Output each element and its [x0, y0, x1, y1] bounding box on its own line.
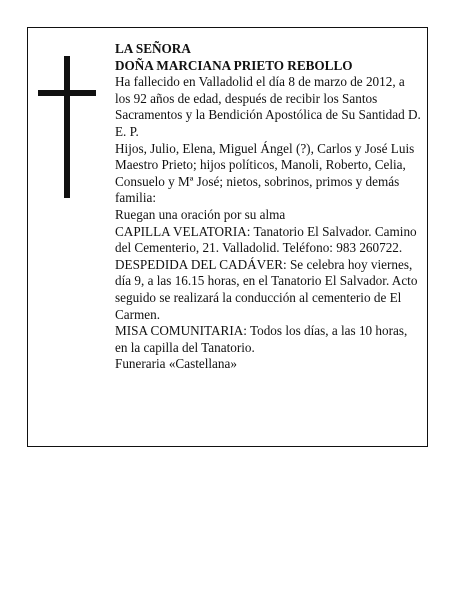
cross-vertical-bar: [64, 56, 70, 198]
death-announcement: Ha fallecido en Valladolid el día 8 de marzo de 2012, a los 92 años de edad, después de recibir los Santos Sacramentos y la Bendición Apostólica de Su Santidad D. E. P.: [115, 74, 421, 139]
farewell-info: DESPEDIDA DEL CADÁVER: Se celebra hoy viernes, día 9, a las 16.15 horas, en el Tanatorio El Salvador. Acto seguido se realizará la conducción al cementerio de El Carmen.: [115, 256, 418, 322]
chapel-info: CAPILLA VELATORIA: Tanatorio El Salvador. Camino del Cementerio, 21. Valladolid. Teléfono: 983 260722.: [115, 223, 417, 256]
obituary-heading: LA SEÑORA: [115, 41, 191, 56]
funeral-home: Funeraria «Castellana»: [115, 356, 237, 372]
cross-icon: [38, 56, 96, 198]
family-list: Hijos, Julio, Elena, Miguel Ángel (?), Carlos y José Luis Maestro Prieto; hijos políticos, Manoli, Roberto, Celia, Consuelo y Mª José; nietos, sobrinos, primos y demás familia:: [115, 140, 415, 206]
mass-info: MISA COMUNITARIA: Todos los días, a las 10 horas, en la capilla del Tanatorio.: [115, 323, 408, 355]
cross-horizontal-bar: [38, 90, 96, 96]
prayer-request: Ruegan una oración por su alma: [115, 206, 286, 222]
obituary-notice: [27, 27, 428, 447]
deceased-name: DOÑA MARCIANA PRIETO REBOLLO: [115, 57, 353, 73]
obituary-text: [115, 41, 422, 373]
